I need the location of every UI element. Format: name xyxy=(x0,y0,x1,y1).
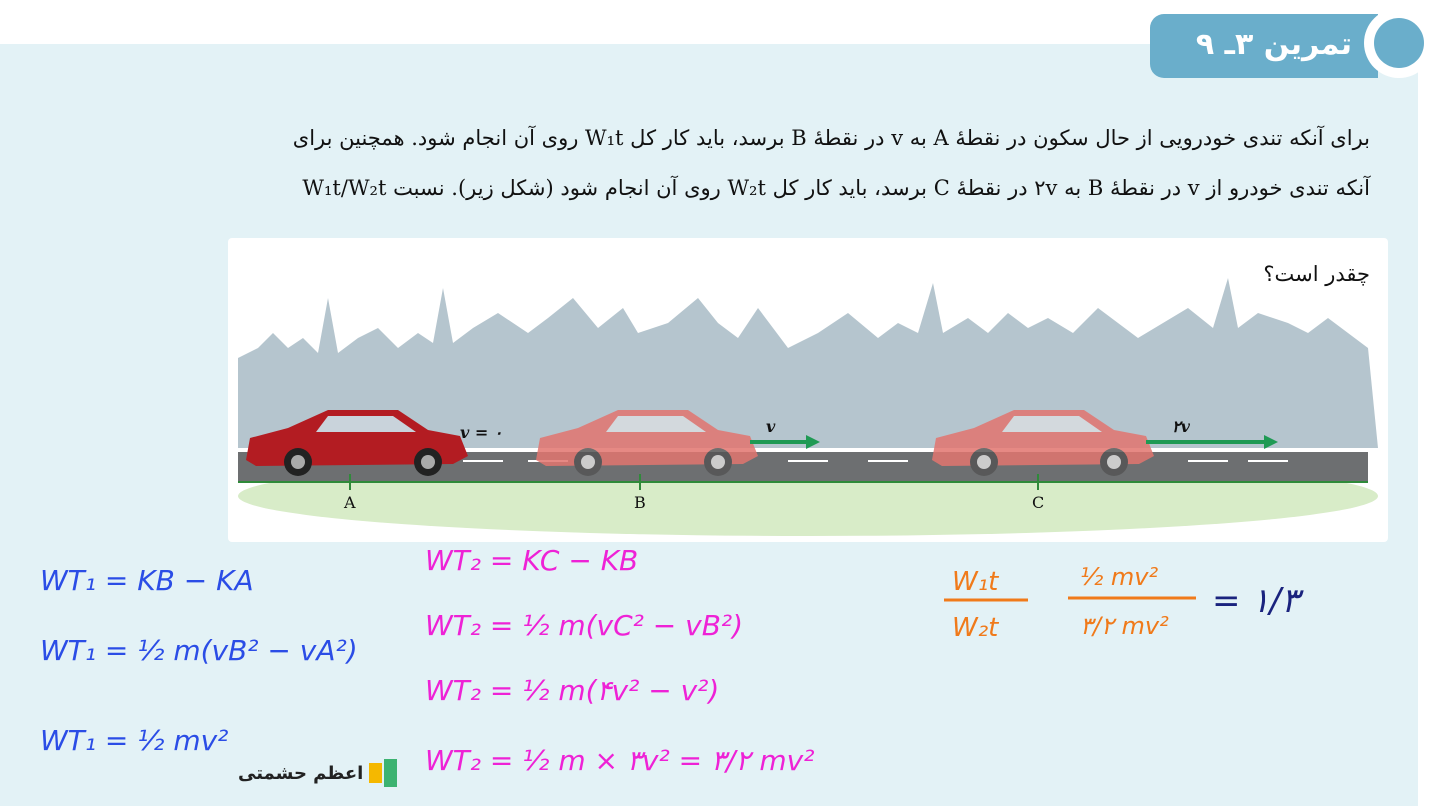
logo-icon xyxy=(369,759,399,787)
exercise-title: تمرین ۳ـ ۹ xyxy=(1195,27,1352,62)
magenta-line-2: WT₂ = ½ m(vC² − vB²) xyxy=(425,609,744,642)
blue-line-1: WT₁ = KB − KA xyxy=(40,564,254,597)
speed-label-b: v xyxy=(766,417,776,436)
magenta-line-4: WT₂ = ½ m × ۳v² = ۳/۲ mv² xyxy=(425,744,815,777)
blue-line-3: WT₁ = ½ mv² xyxy=(40,724,229,757)
problem-line-3: چقدر است؟ xyxy=(1263,262,1370,286)
orange-denominator: W₂t xyxy=(952,613,999,643)
point-label-c: C xyxy=(1032,493,1045,512)
magenta-line-3: WT₂ = ½ m(۴v² − v²) xyxy=(425,674,720,707)
orange-numerator: W₁t xyxy=(952,567,999,597)
author-logo xyxy=(238,758,399,788)
navy-result: = ۱/۳ xyxy=(1212,581,1300,621)
problem-line-1: برای آنکه تندی خودرویی از حال سکون در نقطهٔ A به v در نقطهٔ B برسد، باید کار کل W₁t روی آن انجام شود. همچنین برای xyxy=(292,126,1370,150)
magenta-line-1: WT₂ = KC − KB xyxy=(425,544,639,577)
problem-line-2: آنکه تندی خودرو از v در نقطهٔ B به ۲v در نقطهٔ C برسد، باید کار کل W₂t روی آن انجام شود (شکل زیر). نسبت W₁t/W₂t xyxy=(302,176,1370,200)
speed-label-a: v = ۰ xyxy=(460,423,503,442)
point-label-b: B xyxy=(634,493,646,512)
logo-text: اعظم حشمتی xyxy=(238,762,364,784)
orange-rhs-top: ½ mv² xyxy=(1080,563,1159,591)
blue-line-2: WT₁ = ½ m(vB² − vA²) xyxy=(40,634,358,667)
speed-label-c: ۲v xyxy=(1172,417,1190,436)
point-label-a: A xyxy=(344,493,356,512)
orange-rhs-bottom: ۳/۲ mv² xyxy=(1080,612,1169,640)
